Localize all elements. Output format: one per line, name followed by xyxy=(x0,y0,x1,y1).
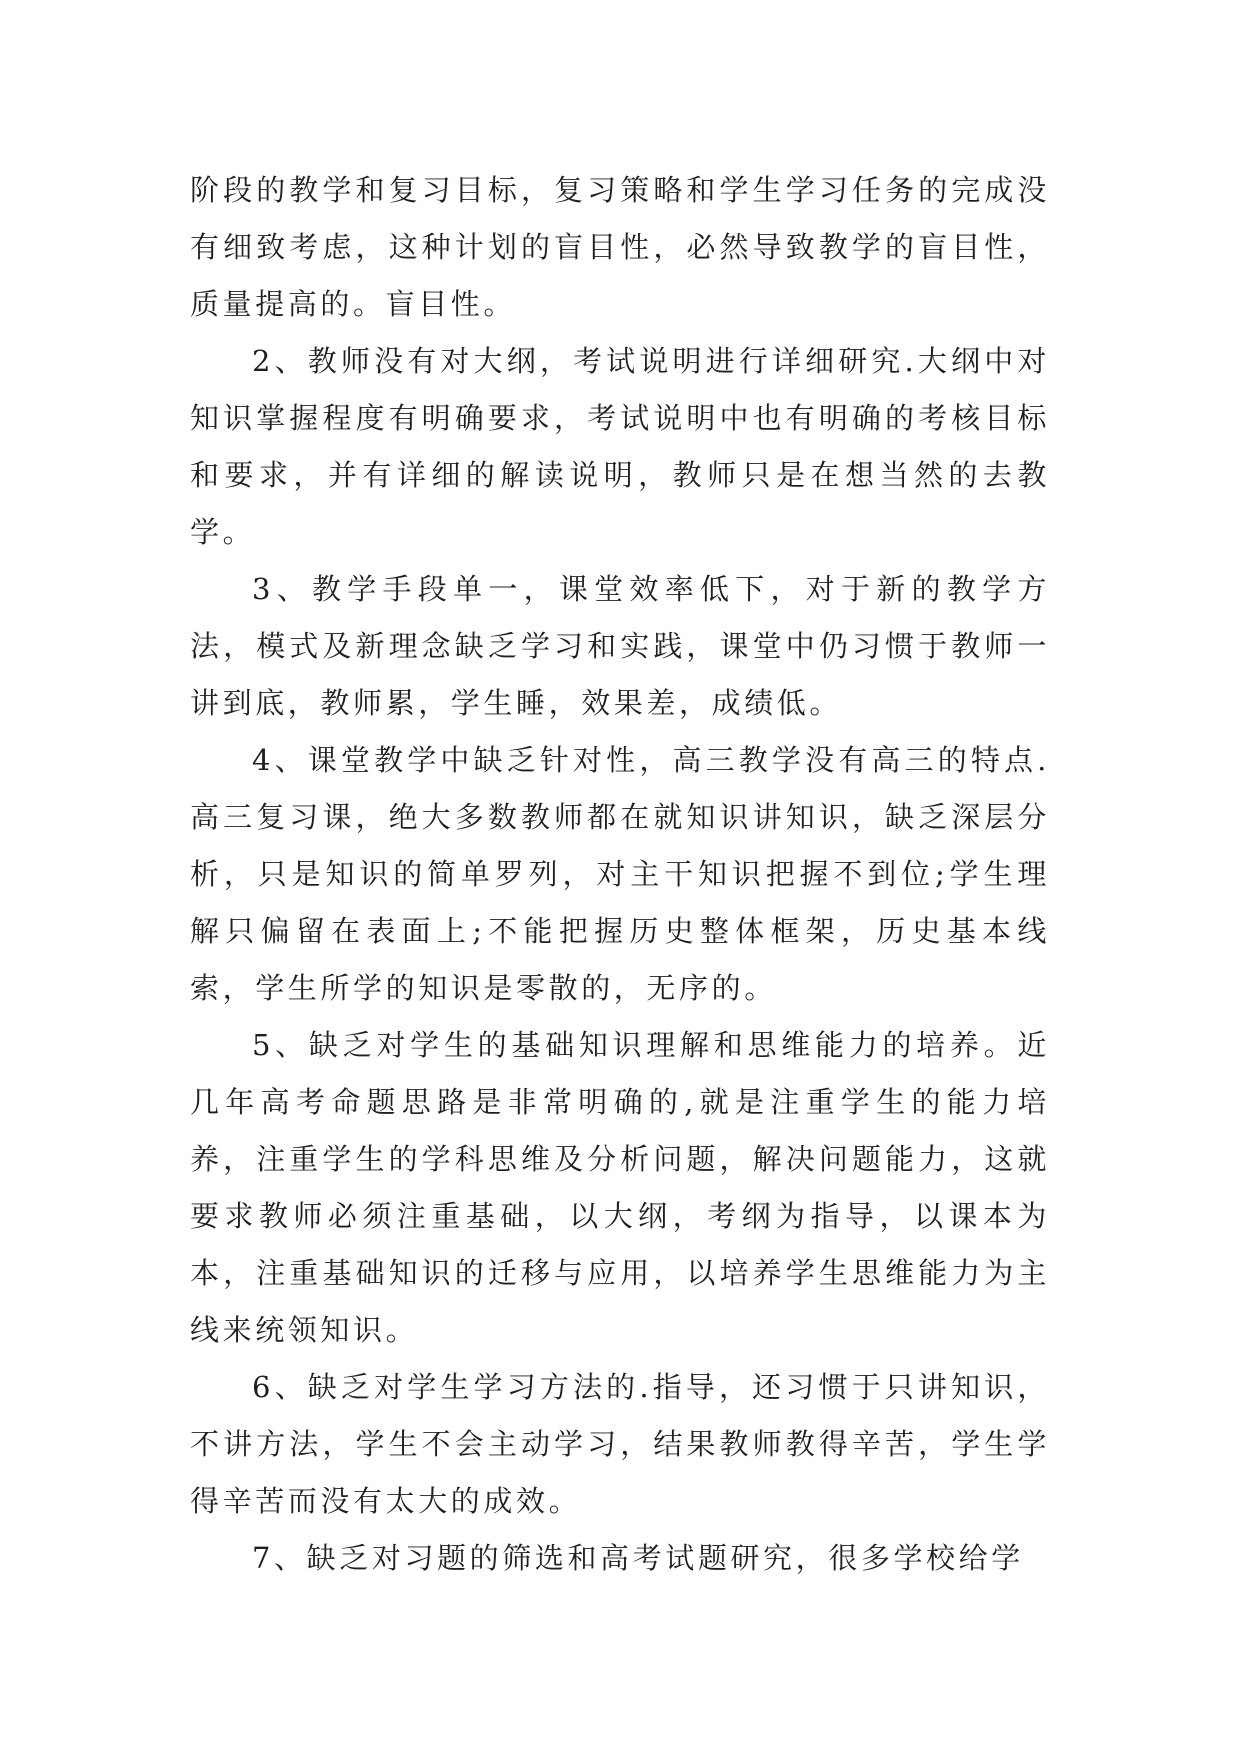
paragraph-item-4: 4、课堂教学中缺乏针对性，高三教学没有高三的特点.高三复习课，绝大多数教师都在就知识讲知识，缺乏深层分析，只是知识的简单罗列，对主干知识把握不到位;学生理解只偏留在表面上;不能把握历史整体框架，历史基本线索，学生所学的知识是零散的，无序的。 xyxy=(190,743,1050,1005)
paragraph-continuation: 阶段的教学和复习目标，复习策略和学生学习任务的完成没有细致考虑，这种计划的盲目性，必然导致教学的盲目性，质量提高的。盲目性。 xyxy=(190,173,1050,321)
body-text xyxy=(190,162,1050,1587)
paragraph-item-3: 3、教学手段单一，课堂效率低下，对于新的教学方法，模式及新理念缺乏学习和实践，课堂中仍习惯于教师一讲到底，教师累，学生睡，效果差，成绩低。 xyxy=(190,572,1050,720)
paragraph-item-2: 2、教师没有对大纲，考试说明进行详细研究.大纲中对知识掌握程度有明确要求，考试说明中也有明确的考核目标和要求，并有详细的解读说明，教师只是在想当然的去教学。 xyxy=(190,344,1050,549)
paragraph-item-6: 6、缺乏对学生学习方法的.指导，还习惯于只讲知识，不讲方法，学生不会主动学习，结果教师教得辛苦，学生学得辛苦而没有太大的成效。 xyxy=(190,1370,1050,1518)
paragraph-item-5: 5、缺乏对学生的基础知识理解和思维能力的培养。近几年高考命题思路是非常明确的,就是注重学生的能力培养，注重学生的学科思维及分析问题，解决问题能力，这就要求教师必须注重基础，以大纲，考纲为指导，以课本为本，注重基础知识的迁移与应用，以培养学生思维能力为主线来统领知识。 xyxy=(190,1028,1050,1347)
paragraph-item-7: 7、缺乏对习题的筛选和高考试题研究，很多学校给学 xyxy=(252,1541,1024,1575)
